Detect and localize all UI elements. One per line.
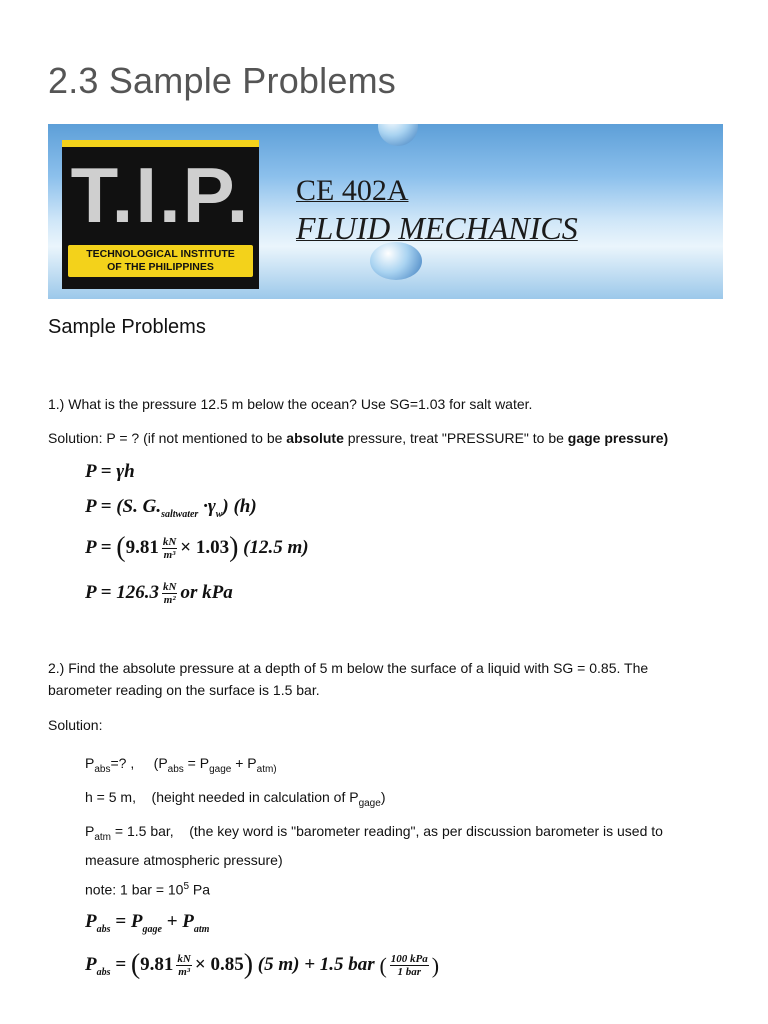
problem2-line2: h = 5 m, (height needed in calculation of $P_{gage}$): [85, 789, 386, 809]
water-drop-splash: [370, 242, 422, 280]
problem2-line3: $P_{atm} = 1.5$ bar, (the key word is "barometer reading", as per discussion barometer is used to measure atmospheric pressure): [85, 823, 663, 868]
logo-band: [68, 245, 253, 277]
course-name: FLUID MECHANICS: [296, 210, 578, 246]
problem2-solution-label: Solution:: [48, 717, 103, 733]
problem1-eq4: P = 126.3 $\frac{kN}{\text{m²}}$ or kPa: [85, 581, 233, 606]
course-code: CE 402A: [296, 174, 409, 207]
page-title: 2.3 Sample Problems: [48, 60, 396, 101]
logo-line1: TECHNOLOGICAL INSTITUTE: [86, 248, 235, 260]
problem1-solution: Solution: P = ? (if not mentioned to be absolute pressure, treat "PRESSURE" to be gage pressure): [48, 430, 669, 446]
problem1-eq2: P = (S. $G._{saltwater} \cdot\gamma_w$) (h): [85, 496, 257, 520]
problem2-question: 2.) Find the absolute pressure at a depth of 5 m below the surface of a liquid with SG = 0.85. The barometer reading on the surface is 1.5 bar.: [48, 660, 649, 698]
problem1-question: 1.) What is the pressure 12.5 m below the ocean? Use SG=1.03 for salt water.: [48, 396, 533, 412]
tip-logo: [62, 140, 259, 289]
logo-line2: OF THE PHILIPPINES: [107, 261, 214, 273]
problem2-line1: $P_{abs}=$? , ($P_{abs} = P_{gage} + P_{atm)}$: [85, 755, 277, 775]
problem2-note: note: 1 bar = $10^5$ Pa: [85, 881, 211, 898]
section-title: Sample Problems: [48, 316, 206, 338]
problem1-eq1: P = γh: [85, 461, 135, 482]
problem2-eq2: $P_{abs} = (9.81$ $\frac{kN}{\text{m³}}$ × 0.85) (5 m) + 1.5 bar ( $\frac{\text{100 kPa}}{\text{1 bar}}$ ): [85, 949, 440, 980]
course-banner: [48, 124, 723, 299]
water-drop-top: [378, 124, 418, 146]
logo-letters: T.I.P.: [70, 151, 251, 239]
problem1-eq3: P = (9.81 $\frac{kN}{\text{m³}}$ × 1.03) (12.5 m): [85, 532, 309, 563]
problem2-eq1: $P_{abs} = P_{gage} + P_{atm}$: [85, 911, 210, 935]
